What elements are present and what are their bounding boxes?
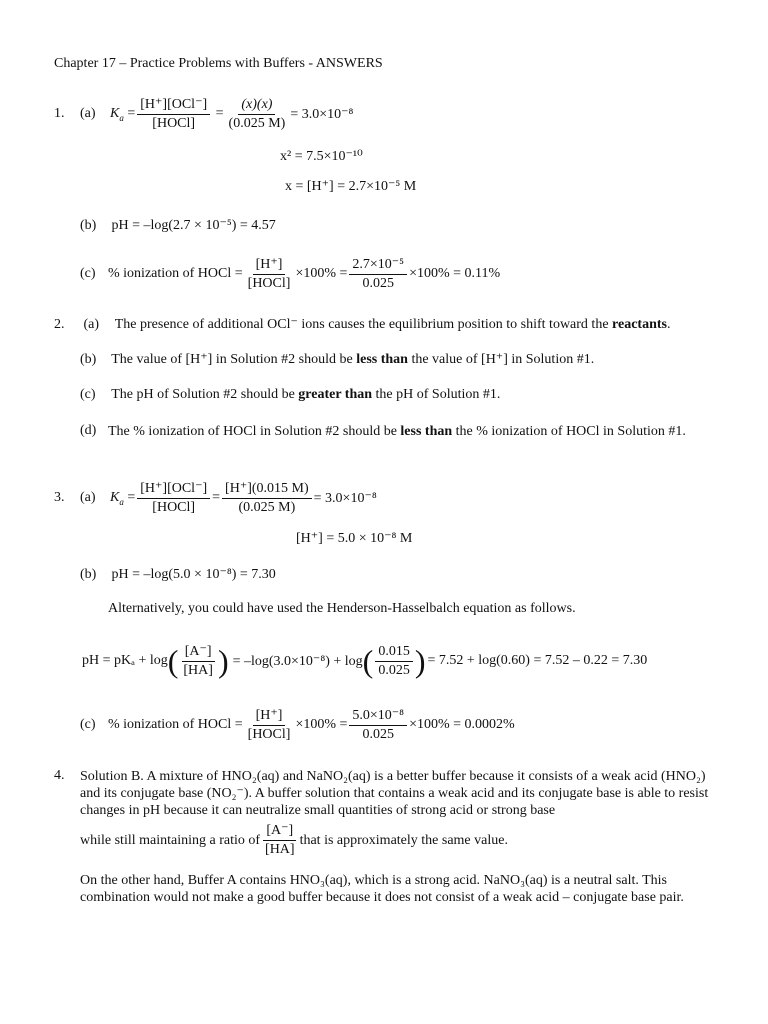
part-label: (a) bbox=[80, 106, 96, 121]
fraction-numerator: 0.015 bbox=[375, 644, 413, 662]
answer-text: The % ionization of HOCl in Solution #2 should be less than the % ionization of HOCl in Solution #1. bbox=[108, 424, 686, 439]
fraction-numerator: [A⁻] bbox=[263, 823, 296, 841]
answer-text: The presence of additional OCl⁻ ions causes the equilibrium position to shift toward the reactants. bbox=[114, 317, 671, 332]
ratio-prefix: while still maintaining a ratio of bbox=[80, 833, 261, 848]
part-label: (b) bbox=[80, 352, 97, 367]
fraction-denominator: (0.025 M) bbox=[228, 115, 286, 131]
problem-3-part-b bbox=[80, 566, 276, 583]
fraction-denominator: [HOCl] bbox=[152, 499, 196, 515]
ratio-suffix: that is approximately the same value. bbox=[299, 833, 508, 848]
ionization-result: ×100% = 0.11% bbox=[409, 266, 501, 281]
open-paren: ( bbox=[362, 643, 374, 679]
ph-calculation: pH = –log(5.0 × 10⁻⁸) = 7.30 bbox=[111, 567, 276, 582]
problem-2-part-c bbox=[80, 387, 500, 403]
fraction-denominator: (0.025 M) bbox=[238, 499, 296, 515]
problem-number: 1. bbox=[54, 106, 65, 121]
substitution-fraction bbox=[222, 481, 312, 516]
hh-prefix: pH = pKₐ + log bbox=[82, 653, 168, 668]
ka-expression-fraction bbox=[137, 97, 210, 132]
open-paren: ( bbox=[167, 643, 179, 679]
ka-symbol: $K_a$ = bbox=[110, 105, 136, 123]
ionization-value-fraction bbox=[349, 257, 407, 292]
ionization-label: % ionization of HOCl = bbox=[108, 266, 243, 281]
fraction-denominator: [HA] bbox=[265, 842, 295, 857]
problem-1-part-a: 1. (a) $K_a$ = $\frac{\text{[H⁺][OCl⁻]}}{\text{[HOCl]}}$ = $\frac{(x)(x)}{(0.025 M)}$ = 3.0×10⁻⁸ bbox=[54, 96, 354, 131]
answer-paragraph-2: On the other hand, Buffer A contains HNO₃(aq), which is a strong acid. NaNO₃(aq) is a neutral salt. This combination would not make a good buffer because it does not consist of a weak acid – conjugate base pair. bbox=[80, 873, 684, 905]
ratio-fraction bbox=[262, 823, 298, 858]
hh-middle: = –log(3.0×10⁻⁸) + log bbox=[232, 653, 363, 669]
hh-ratio-fraction bbox=[180, 644, 216, 679]
fraction-denominator: [HOCl] bbox=[152, 115, 196, 131]
fraction-denominator: [HA] bbox=[183, 662, 213, 678]
ka-symbol: $K_a$ = bbox=[110, 489, 136, 507]
problem-4 bbox=[54, 768, 718, 906]
percent-factor: ×100% = bbox=[295, 266, 348, 281]
ionization-fraction bbox=[245, 708, 294, 743]
fraction-denominator: 0.025 bbox=[362, 275, 394, 291]
substitution-fraction bbox=[226, 97, 289, 132]
part-label: (c) bbox=[80, 717, 96, 732]
ionization-result: ×100% = 0.0002% bbox=[409, 717, 515, 732]
x-value-line: x = [H⁺] = 2.7×10⁻⁵ M bbox=[285, 179, 417, 194]
fraction-numerator: 5.0×10⁻⁸ bbox=[349, 708, 407, 726]
answer-paragraph-1: Solution B. A mixture of HNO₂(aq) and NaNO₂(aq) is a better buffer because it consists of a weak acid (HNO₂) and its conjugate base (NO₂⁻). A buffer solution that contains a weak acid and its conjugate base is able to resist changes in pH because it can neutralize small quantities of strong acid or strong base bbox=[80, 769, 709, 818]
henderson-hasselbalch-equation bbox=[82, 640, 647, 682]
fraction-numerator: (x)(x) bbox=[238, 97, 275, 115]
part-label: (d) bbox=[80, 423, 97, 438]
ka-value: = 3.0×10⁻⁸ bbox=[313, 490, 377, 506]
part-label: (b) bbox=[80, 567, 97, 582]
problem-number: 3. bbox=[54, 490, 65, 505]
problem-2-part-a bbox=[54, 316, 671, 333]
fraction-numerator: [A⁻] bbox=[182, 644, 215, 662]
part-label: (b) bbox=[80, 218, 97, 233]
hh-value-fraction bbox=[375, 644, 413, 679]
hydrogen-ion-line: [H⁺] = 5.0 × 10⁻⁸ M bbox=[296, 531, 413, 546]
part-label: (a) bbox=[80, 490, 96, 505]
ratio-line bbox=[80, 823, 718, 858]
fraction-denominator: 0.025 bbox=[378, 662, 410, 678]
fraction-numerator: 2.7×10⁻⁵ bbox=[349, 257, 407, 275]
fraction-numerator: [H⁺] bbox=[253, 708, 286, 726]
problem-1-part-c bbox=[80, 254, 500, 294]
hh-result: = 7.52 + log(0.60) = 7.52 – 0.22 = 7.30 bbox=[427, 653, 648, 668]
percent-factor: ×100% = bbox=[295, 717, 348, 732]
problem-number: 4. bbox=[54, 768, 65, 783]
fraction-denominator: 0.025 bbox=[362, 726, 394, 742]
fraction-numerator: [H⁺][OCl⁻] bbox=[137, 481, 210, 499]
ka-expression-fraction bbox=[137, 481, 210, 516]
ionization-value-fraction bbox=[349, 708, 407, 743]
fraction-denominator: [HOCl] bbox=[247, 275, 291, 291]
fraction-numerator: [H⁺][OCl⁻] bbox=[137, 97, 210, 115]
fraction-numerator: [H⁺] bbox=[253, 257, 286, 275]
answer-text: The pH of Solution #2 should be greater than the pH of Solution #1. bbox=[111, 387, 501, 402]
ionization-label: % ionization of HOCl = bbox=[108, 717, 243, 732]
close-paren: ) bbox=[414, 643, 426, 679]
problem-1-part-b bbox=[80, 217, 276, 234]
problem-2-part-b bbox=[80, 351, 594, 368]
part-label: (c) bbox=[80, 266, 96, 281]
fraction-denominator: [HOCl] bbox=[247, 726, 291, 742]
answer-text: The value of [H⁺] in Solution #2 should be less than the value of [H⁺] in Solution #1. bbox=[111, 352, 595, 367]
part-label: (c) bbox=[80, 387, 96, 402]
part-label: (a) bbox=[83, 317, 100, 332]
problem-3-part-c bbox=[80, 705, 515, 745]
ionization-fraction bbox=[245, 257, 294, 292]
close-paren: ) bbox=[217, 643, 229, 679]
problem-number: 2. bbox=[54, 317, 65, 332]
ph-calculation: pH = –log(2.7 × 10⁻⁵) = 4.57 bbox=[111, 218, 276, 233]
problem-2-part-d bbox=[80, 423, 720, 440]
page-title: Chapter 17 – Practice Problems with Buffers - ANSWERS bbox=[54, 56, 383, 71]
fraction-numerator: [H⁺](0.015 M) bbox=[222, 481, 312, 499]
ka-value: = 3.0×10⁻⁸ bbox=[290, 106, 354, 122]
alternative-note: Alternatively, you could have used the Henderson-Hasselbalch equation as follows. bbox=[108, 601, 576, 616]
problem-3-part-a: 3. (a) $K_a$ = $\frac{\text{[H⁺][OCl⁻]}}{\text{[HOCl]}}$ = $\frac{[H^+](0.015 M)}{(0.025 M)}$ = 3.0×10⁻⁸ bbox=[54, 480, 377, 515]
x-squared-line: x² = 7.5×10⁻¹⁰ bbox=[280, 149, 363, 164]
